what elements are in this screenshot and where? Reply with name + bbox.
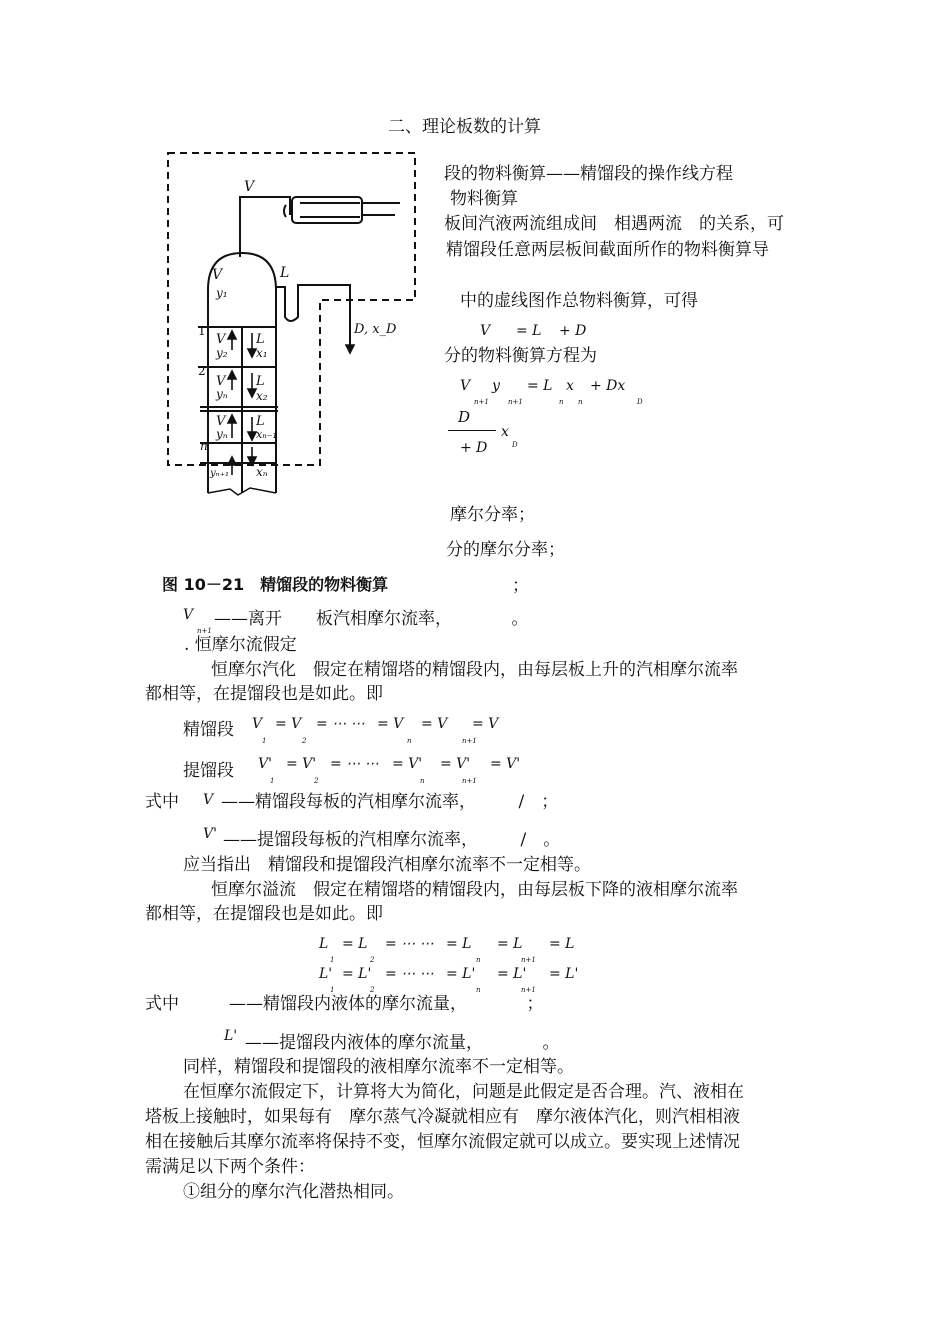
label-v2: V (216, 374, 226, 389)
label-v3: V (216, 414, 226, 429)
rect-sub-1: 2 (302, 737, 307, 745)
label-plate-1: 1 (198, 324, 206, 338)
label-x1: x₁ (256, 346, 268, 360)
text-vpdesc: ——提馏段每板的汽相摩尔流率， / 。 (223, 830, 561, 850)
frac-numerator: D (458, 408, 471, 426)
rect-sub-0: 1 (262, 737, 267, 745)
text-cmo2b: 都相等，在提馏段也是如此。即 (145, 904, 383, 924)
text-para3: 相在接触后其摩尔流率将保持不变，恒摩尔流假定就可以成立。要实现上述情况 (145, 1132, 740, 1152)
strip-sub-0: 1 (270, 777, 275, 785)
label-xn: xₙ (256, 465, 268, 479)
text-cmo-heading: . 恒摩尔流假定 (184, 635, 297, 655)
lp-eq-1: = L' (342, 966, 372, 982)
l-eq-3: = L (446, 936, 472, 952)
rectifying-section-figure (160, 145, 430, 505)
rect-sub-2: n (407, 737, 412, 745)
l-sub-2: n (476, 956, 481, 964)
label-y2: y₂ (216, 346, 228, 360)
text-p3: 板间汽液两流组成间 相遇两流 的关系，可 (444, 214, 784, 234)
fraction-bar (448, 430, 496, 431)
text-cmo2a: 恒摩尔溢流 假定在精馏塔的精馏段内，由每层板下降的液相摩尔流率 (211, 880, 738, 900)
eq2-sub-4: n (578, 398, 583, 406)
strip-eq-1: = V' (286, 756, 317, 772)
eq2-x: x (566, 378, 574, 394)
label-l2: L (256, 374, 265, 389)
lp-eq-4: = L' (497, 966, 527, 982)
label-plate-n: n (200, 439, 208, 453)
text-para2: 塔板上接触时，如果每有 摩尔蒸气冷凝就相应有 摩尔液体汽化，则汽相相液 (145, 1107, 740, 1127)
label-reflux-l: L (280, 265, 290, 281)
lp-eq-5: = L' (549, 966, 579, 982)
eq2-y: y (492, 378, 500, 394)
l-eq-4: = L (497, 936, 523, 952)
section-title: 二、理论板数的计算 (388, 117, 541, 137)
rect-eq-1: = V (275, 716, 302, 732)
text-cond1: ①组分的摩尔汽化潜热相同。 (183, 1182, 404, 1202)
text-p5: 中的虚线图作总物料衡算，可得 (460, 291, 698, 311)
text-note1: 应当指出 精馏段和提馏段汽相摩尔流率不一定相等。 (183, 855, 591, 875)
lp-sub-2: n (476, 986, 481, 994)
frac-x-sub: D (512, 441, 518, 449)
frac-denominator: + D (460, 440, 488, 456)
text-vdef: ——离开 板汽相摩尔流率， 。 (214, 609, 529, 629)
label-plate-2: 2 (198, 364, 206, 378)
strip-sub-2: n (420, 777, 425, 785)
rect-sub-3: n+1 (462, 737, 477, 745)
eq2-l: = L (527, 378, 553, 394)
label-v1: V (216, 332, 226, 347)
lp-sub-3: n+1 (521, 986, 536, 994)
label-distillate: D, x_D (354, 322, 397, 337)
label-y3: yₙ (216, 387, 228, 401)
l-eq-2: = ⋯ ⋯ (385, 936, 434, 952)
lp-eq-2: = ⋯ ⋯ (385, 966, 434, 982)
lp-symbol: L' (224, 1028, 238, 1044)
l-sub-3: n+1 (521, 956, 536, 964)
strip-eq-2: = ⋯ ⋯ (330, 756, 379, 772)
label-yn: yₙ (216, 427, 228, 441)
strip-eq-0: V' (258, 756, 272, 772)
label-v-col: V (212, 267, 223, 283)
text-p6: 分的物料衡算方程为 (444, 346, 597, 366)
eq2-sub-2: n+1 (508, 398, 523, 406)
text-p1: 段的物料衡算——精馏段的操作线方程 (444, 164, 733, 184)
l-eq-1: = L (342, 936, 368, 952)
strip-eq-3: = V' (392, 756, 423, 772)
strip-eq-5: = V' (490, 756, 521, 772)
eq2-v: V (460, 378, 471, 394)
label-l1: L (256, 332, 265, 347)
vp-symbol: V' (203, 826, 217, 842)
vn1-symbol: V (183, 607, 194, 623)
figure-caption: 图 10－21 精馏段的物料衡算 (162, 575, 389, 594)
text-p7: 摩尔分率； (450, 505, 535, 525)
l-sub-0: 1 (330, 956, 335, 964)
text-para1: 在恒摩尔流假定下，计算将大为简化，问题是此假定是否合理。汽、液相在 (183, 1082, 744, 1102)
strip-eq-4: = V' (440, 756, 471, 772)
eq2-sub-1: n+1 (474, 398, 489, 406)
text-p2: 物料衡算 (450, 189, 518, 209)
text-p9: ； (512, 576, 529, 596)
eq1-d: + D (559, 323, 587, 339)
eq1-l: = L (516, 323, 542, 339)
text-cmv1: 恒摩尔汽化 假定在精馏塔的精馏段内，由每层板上升的汽相摩尔流率 (211, 660, 738, 680)
eq2-sub-5: D (637, 398, 643, 406)
text-cmv2: 都相等，在提馏段也是如此。即 (145, 684, 383, 704)
l-eq-0: L (319, 936, 329, 952)
rect-eq-0: V (252, 716, 263, 732)
lp-eq-3: = L' (446, 966, 476, 982)
text-para4: 需满足以下两个条件： (145, 1157, 315, 1177)
frac-x: x (501, 424, 509, 440)
eq2-dx: + Dx (590, 378, 626, 394)
text-note2: 同样，精馏段和提馏段的液相摩尔流率不一定相等。 (183, 1057, 574, 1077)
text-p4: 精馏段任意两层板间截面所作的物料衡算导 (446, 240, 769, 260)
l-sub-1: 2 (370, 956, 375, 964)
text-where-1: 式中 (145, 792, 179, 812)
strip-sub-3: n+1 (462, 777, 477, 785)
label-yn1: yₙ₊₁ (210, 468, 229, 479)
eq1-v: V (480, 323, 491, 339)
strip-sub-1: 2 (314, 777, 319, 785)
rect-eq-5: = V (472, 716, 499, 732)
label-x2: x₂ (256, 389, 268, 403)
label-v-top: V (244, 179, 255, 195)
text-p8: 分的摩尔分率； (446, 540, 565, 560)
label-y1: y₁ (216, 286, 228, 300)
label-l3: L (256, 414, 265, 429)
text-where-2: 式中 (145, 994, 179, 1014)
rect-eq-2: = ⋯ ⋯ (316, 716, 365, 732)
lp-sub-0: 1 (330, 986, 335, 994)
l-eq-5: = L (549, 936, 575, 952)
lp-sub-1: 2 (370, 986, 375, 994)
lp-eq-0: L' (319, 966, 333, 982)
label-xn1: xₙ₋₁ (256, 428, 277, 441)
rect-eq-3: = V (377, 716, 404, 732)
text-ldesc: ——精馏段内液体的摩尔流量， ； (229, 994, 544, 1014)
label-stripping: 提馏段 (183, 761, 234, 781)
text-lpdesc: ——提馏段内液体的摩尔流量， 。 (245, 1033, 560, 1053)
text-vdesc: ——精馏段每板的汽相摩尔流率， / ； (221, 792, 559, 812)
v-symbol: V (203, 792, 214, 808)
rect-eq-4: = V (421, 716, 448, 732)
eq2-sub-3: n (559, 398, 564, 406)
vn1-sub: n+1 (197, 627, 212, 635)
label-rectifying: 精馏段 (183, 720, 234, 740)
